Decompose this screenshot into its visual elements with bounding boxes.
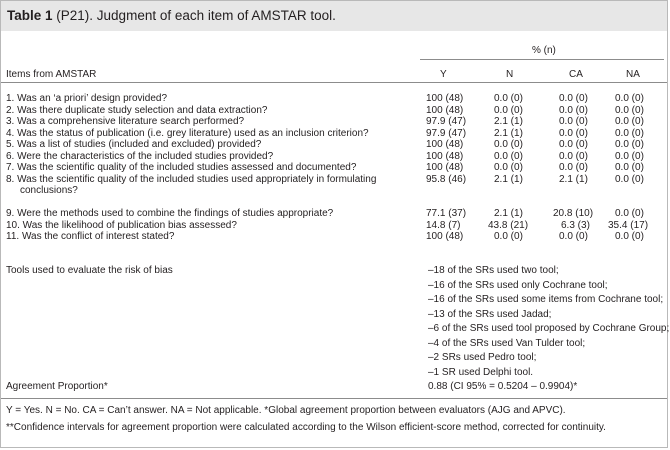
footnote: Y = Yes. N = No. CA = Can’t answer. NA = Not applicable. *Global agreement proportion between evaluators (AJG and APVC). [6, 405, 566, 416]
cell-ca: 0.0 (0) [559, 231, 588, 242]
table-title [7, 8, 336, 23]
cell-na: 0.0 (0) [615, 93, 644, 104]
cell-n: 0.0 (0) [494, 104, 523, 116]
cell-na: 0.0 (0) [615, 231, 644, 242]
footnote-rule [1, 398, 667, 399]
tools-line: –13 of the SRs used Jadad; [428, 308, 552, 320]
cell-y: 77.1 (37) [426, 208, 467, 219]
cell-n: 2.1 (1) [494, 173, 523, 185]
cell-y: 100 (48) [426, 93, 464, 104]
table-number: Table 1 [7, 8, 53, 23]
column-header-y: Y [440, 69, 447, 80]
cell-na: 35.4 (17) [608, 219, 649, 231]
cell-na: 0.0 (0) [615, 139, 644, 150]
percent-header: % (n) [532, 45, 556, 56]
items-column-header: Items from AMSTAR [6, 69, 97, 80]
table-row-item: 11. Was the conflict of interest stated? [6, 231, 175, 242]
table-row-item: 9. Were the methods used to combine the findings of studies appropriate? [6, 208, 334, 219]
cell-na: 0.0 (0) [615, 173, 644, 185]
cell-ca: 20.8 (10) [553, 208, 594, 219]
cell-y: 97.9 (47) [426, 127, 467, 139]
tools-line: –18 of the SRs used two tool; [428, 265, 559, 276]
column-header-na: NA [626, 69, 640, 80]
cell-ca: 6.3 (3) [561, 219, 590, 231]
cell-ca: 0.0 (0) [559, 104, 588, 116]
table-row-item: 7. Was the scientific quality of the included studies assessed and documented? [6, 162, 357, 173]
table-caption: (P21). Judgment of each item of AMSTAR tool. [52, 8, 336, 23]
cell-n: 2.1 (1) [494, 208, 523, 219]
agreement-label: Agreement Proportion* [6, 381, 108, 392]
cell-y: 100 (48) [426, 231, 464, 242]
cell-na: 0.0 (0) [615, 104, 644, 116]
table-row-item: 4. Was the status of publication (i.e. grey literature) used as an inclusion criterion? [6, 127, 369, 139]
cell-y: 100 (48) [426, 162, 464, 173]
cell-n: 2.1 (1) [494, 127, 523, 139]
table-row-item: 6. Were the characteristics of the included studies provided? [6, 150, 274, 162]
cell-y: 97.9 (47) [426, 116, 467, 127]
column-header-n: N [506, 69, 514, 80]
cell-y: 100 (48) [426, 104, 464, 116]
cell-n: 2.1 (1) [494, 116, 523, 127]
cell-y: 95.8 (46) [426, 173, 467, 185]
tools-line: –16 of the SRs used only Cochrane tool; [428, 279, 608, 291]
tools-line: –6 of the SRs used tool proposed by Cochrane Group; [428, 323, 670, 334]
tools-line: –1 SR used Delphi tool. [428, 366, 534, 378]
cell-na: 0.0 (0) [615, 162, 644, 173]
cell-na: 0.0 (0) [615, 150, 644, 162]
cell-na: 0.0 (0) [615, 208, 644, 219]
table-row-item: 10. Was the likelihood of publication bias assessed? [6, 219, 237, 231]
tools-line: –16 of the SRs used some items from Cochrane tool; [428, 294, 664, 305]
cell-n: 0.0 (0) [494, 139, 523, 150]
cell-n: 43.8 (21) [488, 219, 529, 231]
cell-n: 0.0 (0) [494, 162, 523, 173]
table-title-bar [1, 1, 667, 31]
cell-n: 0.0 (0) [494, 93, 523, 104]
cell-n: 0.0 (0) [494, 231, 523, 242]
cell-ca: 0.0 (0) [559, 139, 588, 150]
table-row-item: 3. Was a comprehensive literature search performed? [6, 116, 245, 127]
cell-na: 0.0 (0) [615, 116, 644, 127]
agreement-value: 0.88 (CI 95% = 0.5204 – 0.9904)* [428, 381, 578, 392]
cell-na: 0.0 (0) [615, 127, 644, 139]
cell-ca: 0.0 (0) [559, 162, 588, 173]
footnote: **Confidence intervals for agreement proportion were calculated according to the Wilson efficient-score method, corrected for continuity. [6, 422, 606, 433]
table-row-item: 5. Was a list of studies (included and excluded) provided? [6, 139, 262, 150]
tools-line: –2 SRs used Pedro tool; [428, 352, 537, 363]
tools-label: Tools used to evaluate the risk of bias [6, 265, 173, 276]
table-row-item: 1. Was an ‘a priori’ design provided? [6, 93, 168, 104]
cell-n: 0.0 (0) [494, 150, 523, 162]
tools-line: –4 of the SRs used Van Tulder tool; [428, 337, 586, 349]
percent-header-rule [420, 59, 664, 60]
cell-y: 100 (48) [426, 150, 464, 162]
table-row-item: 8. Was the scientific quality of the included studies used appropriately in formulating [6, 173, 377, 185]
header-rule [1, 82, 667, 83]
table-row-item: 2. Was there duplicate study selection and data extraction? [6, 104, 268, 116]
column-header-ca: CA [569, 69, 583, 80]
cell-ca: 0.0 (0) [559, 116, 588, 127]
cell-y: 14.8 (7) [426, 219, 461, 231]
cell-ca: 0.0 (0) [559, 93, 588, 104]
cell-ca: 0.0 (0) [559, 127, 588, 139]
cell-ca: 2.1 (1) [559, 173, 588, 185]
cell-ca: 0.0 (0) [559, 150, 588, 162]
table-row-item-continuation: conclusions? [20, 185, 78, 196]
cell-y: 100 (48) [426, 139, 464, 150]
